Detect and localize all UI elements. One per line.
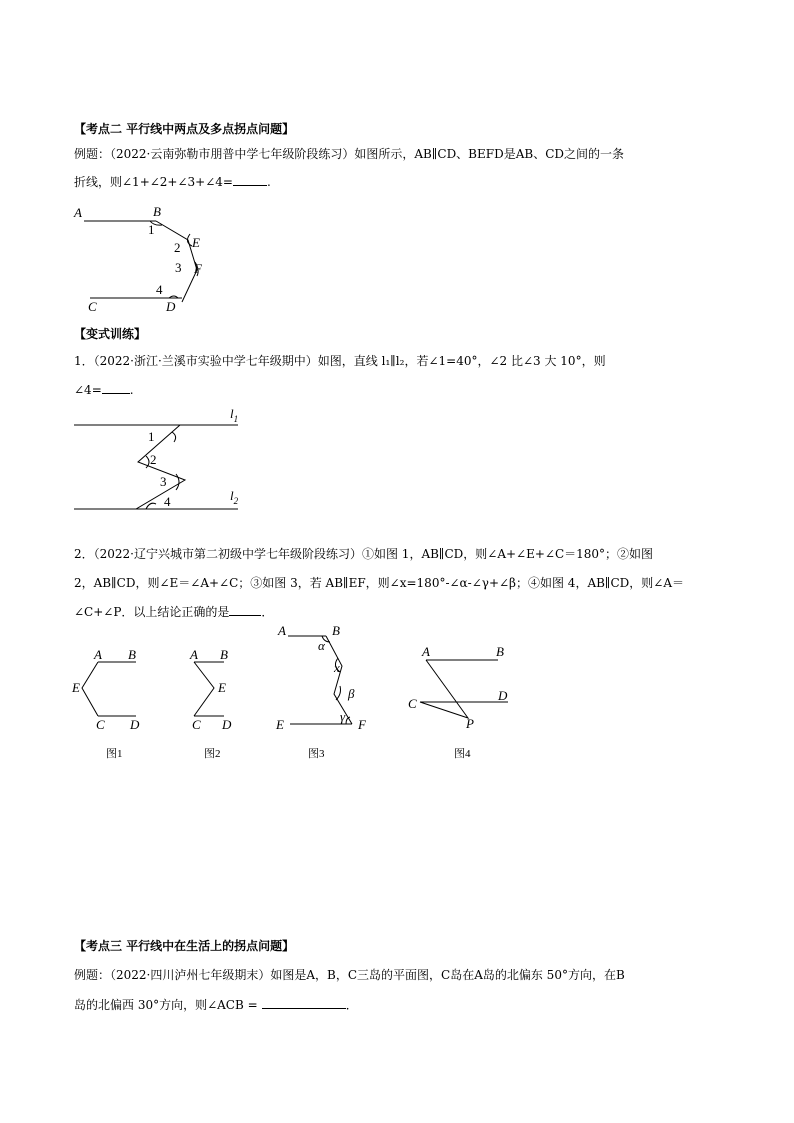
fig1-label-c: C bbox=[96, 717, 105, 732]
example-3-line-1: 例题：（2022·四川泸州七年级期末）如图是A，B，C三岛的平面图，C岛在A岛的北偏东 50°方向，在B bbox=[74, 968, 625, 982]
figure-3 bbox=[270, 620, 380, 765]
fig4-label-b: B bbox=[496, 644, 504, 659]
fig3-label-f: F bbox=[358, 717, 366, 732]
line-l1-label bbox=[230, 406, 238, 424]
example-3-line-2 bbox=[74, 996, 358, 1013]
fig2-caption: 图2 bbox=[204, 748, 221, 760]
fig3-label-a: A bbox=[278, 623, 286, 638]
l1-letter: l bbox=[230, 406, 234, 421]
fig4-label-c: C bbox=[408, 696, 417, 711]
example-3-answer-blank bbox=[262, 996, 346, 1009]
angle-4-label: 4 bbox=[156, 282, 163, 297]
q1-line-1: 1．（2022·浙江·兰溪市实验中学七年级期中）如图，直线 l₁∥l₂，若∠1=40°，∠2 比∠3 大 10°，则 bbox=[74, 354, 606, 368]
figure-4 bbox=[400, 640, 530, 765]
label-a: A bbox=[74, 205, 82, 220]
q1-answer-blank bbox=[102, 381, 130, 394]
fig3-caption: 图3 bbox=[308, 748, 325, 760]
label-f: F bbox=[194, 261, 202, 276]
fig1-label-b: B bbox=[128, 647, 136, 662]
q1-angle-2-label: 2 bbox=[150, 452, 157, 467]
fig3-angle-alpha: α bbox=[318, 638, 325, 653]
label-d: D bbox=[166, 299, 176, 314]
fig4-label-a: A bbox=[422, 644, 430, 659]
example-3-line-2-end: ． bbox=[345, 998, 358, 1012]
section-2-heading: 【考点二 平行线中两点及多点拐点问题】 bbox=[74, 122, 295, 136]
fig1-label-d: D bbox=[130, 717, 140, 732]
q1-angle-3-label: 3 bbox=[160, 474, 167, 489]
q1-line-2-end: . bbox=[129, 383, 134, 397]
section-3-heading: 【考点三 平行线中在生活上的拐点问题】 bbox=[74, 939, 295, 953]
fig3-angle-beta: β bbox=[348, 686, 355, 701]
label-c: C bbox=[88, 299, 97, 314]
q2-line-2: 2，AB∥CD，则∠E＝∠A+∠C；③如图 3，若 AB∥EF，则∠x=180°-∠α-∠γ+∠β；④如图 4，AB∥CD，则∠A＝ bbox=[74, 576, 684, 590]
figure-1 bbox=[68, 640, 158, 765]
q2-line-1: 2．（2022·辽宁兴城市第二初级中学七年级阶段练习）①如图 1，AB∥CD，则∠A+∠E+∠C＝180°；②如图 bbox=[74, 547, 654, 561]
example-2-line-2 bbox=[74, 173, 271, 190]
fig1-caption: 图1 bbox=[106, 748, 123, 760]
fig3-label-b: B bbox=[332, 623, 340, 638]
q2-answer-blank bbox=[229, 603, 261, 616]
label-e: E bbox=[192, 235, 200, 250]
l1-subscript: 1 bbox=[233, 414, 239, 424]
fig4-label-p: P bbox=[466, 716, 474, 731]
q2-line-3 bbox=[74, 603, 273, 620]
fig1-label-e: E bbox=[72, 680, 80, 695]
q1-line-2 bbox=[74, 381, 134, 398]
q2-line-3-end: ． bbox=[261, 605, 274, 619]
q1-line-2-text: ∠4= bbox=[74, 383, 102, 397]
example-3-line-2-text: 岛的北偏西 30°方向，则∠ACB = bbox=[74, 998, 258, 1012]
fig3-angle-gamma: γ bbox=[340, 709, 346, 724]
q1-angle-4-label: 4 bbox=[164, 494, 171, 509]
fig1-label-a: A bbox=[94, 647, 102, 662]
angle-1-label: 1 bbox=[148, 222, 155, 237]
fig4-label-d: D bbox=[498, 688, 508, 703]
example-2-line-2-end: . bbox=[266, 175, 271, 189]
q1-figure bbox=[70, 400, 260, 516]
q1-angle-1-label: 1 bbox=[148, 429, 155, 444]
fig2-label-c: C bbox=[192, 717, 201, 732]
fig4-caption: 图4 bbox=[454, 748, 471, 760]
answer-blank bbox=[233, 173, 267, 186]
figure-2 bbox=[180, 640, 250, 765]
fig2-label-b: B bbox=[220, 647, 228, 662]
angle-2-label: 2 bbox=[174, 240, 181, 255]
line-l2-label bbox=[230, 488, 239, 506]
q2-line-3-text: ∠C+∠P．以上结论正确的是 bbox=[74, 605, 230, 619]
fig3-label-e: E bbox=[276, 717, 284, 732]
example-2-line-1: 例题：（2022·云南弥勒市朋普中学七年级阶段练习）如图所示，AB∥CD、BEFD是AB、CD之间的一条 bbox=[74, 147, 624, 161]
example-figure bbox=[70, 200, 220, 315]
example-2-line-2-text: 折线，则∠1+∠2+∠3+∠4= bbox=[74, 175, 233, 189]
l2-subscript: 2 bbox=[233, 496, 239, 506]
training-heading: 【变式训练】 bbox=[74, 327, 147, 341]
fig2-label-e: E bbox=[218, 680, 226, 695]
angle-3-label: 3 bbox=[175, 260, 182, 275]
label-b: B bbox=[153, 204, 161, 219]
fig2-label-a: A bbox=[190, 647, 198, 662]
l2-letter: l bbox=[230, 488, 234, 503]
fig3-angle-x: x bbox=[334, 660, 340, 675]
fig2-label-d: D bbox=[222, 717, 232, 732]
